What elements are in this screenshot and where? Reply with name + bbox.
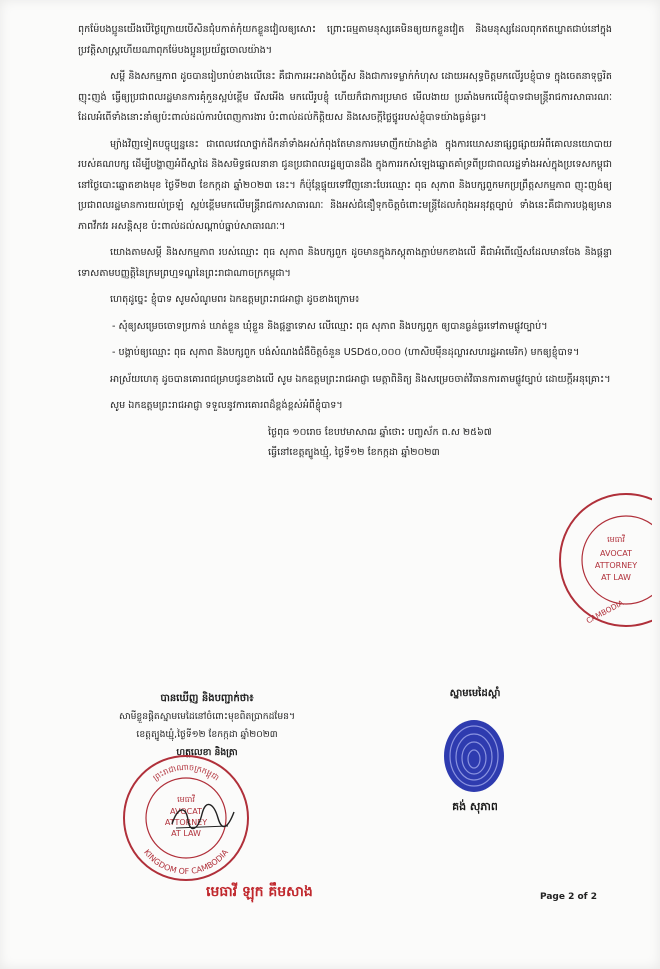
page-number: Page 2 of 2 — [540, 892, 597, 902]
stamp-left-top-text: ព្រះរាជាណាចក្រកម្ពុជា — [151, 762, 221, 783]
thumbprint-name: គង់ សុភាព — [452, 800, 498, 813]
paragraph-1: ពុកម៉ែបងប្អូនយើងបើថ្ងៃក្រោយបើសិនជុំបកាត់កុំយកខ្លួនវៀលឲ្យសោះ ព្រោះធម្មតាមនុស្សគេមិនឲ្យយកខ្លួនវៀត និងមនុស្សដែលពុកឥតឃ្លាតជាប់នៅក្នុងប្រវត្តិសាស្ត្រហើយណាពុកម៉ែបងប្អូនប្រយ័ត្នចោលយ៉ាង។ — [78, 24, 612, 56]
stamp-right-line-4: AT LAW — [601, 573, 631, 582]
signature — [168, 800, 238, 834]
lunar-date: ថ្ងៃពុធ ១០រោច ខែបឋមាសាឍ ឆ្នាំថោះ បញ្ចស័ក ព.ស ២៥៦៧ — [268, 426, 492, 438]
lawyer-stamp-right — [556, 490, 652, 630]
stamp-left-bottom-text: KINGDOM OF CAMBODIA — [142, 847, 230, 877]
thumbprint-icon — [438, 716, 510, 794]
stamp-right-line-3: ATTORNEY — [594, 561, 638, 570]
witness-heading: បានឃើញ និងបញ្ជាក់ថា៖ — [160, 693, 254, 704]
request-item-2: - បង្គាប់ឲ្យឈ្មោះ ពុធ សុភាព និងបក្សពួក បង់សំណងជំងឺចិត្តចំនួន USD៥០,០០០ (ហាសិបម៉ឺនដុល្លារសហរដ្ឋអាមេរិក) មកឲ្យខ្ញុំបាទ។ — [112, 347, 580, 358]
paragraph-5: ហេតុដូច្នេះ ខ្ញុំបាទ សូមសំណូមពរ ឯកឧត្តមព្រះរាជអាជ្ញា ដូចខាងក្រោម៖ — [110, 294, 360, 305]
lawyer-name: មេធាវី ឡុក គឹមសាង — [206, 884, 313, 900]
stamp-left-line-3: ATTORNEY — [164, 818, 208, 827]
stamp-left-line-4: AT LAW — [171, 829, 201, 838]
paragraph-2: សម្ដី និងសកម្មភាព ដូចបានរៀបរាប់ខាងលើនេះ គឺជាការអះអាងបំភ្លើស និងជាការទម្លាក់កំហុស ដោយអសុទ្ធចិត្តមកលើរូបខ្ញុំបាទ ក្នុងចេតនាទុច្ចរិត ញុះញង់ ធ្វើឲ្យប្រជាពលរដ្ឋមានការគុំកួនស្អប់ខ្ពើម រើសអើង មកលើរូបខ្ញុំ ហើយក៏ជាការប្រមាថ មើលងាយ ប្រឆាំងមកលើខ្ញុំបាទជាមន្ត្រីរាជការសាធារណៈ ដែលអំពើទាំងនោះនាំឲ្យប៉ះពាល់ដល់ការបំពេញការងារ ប៉ះពាល់ដល់កិត្តិយស និងសេចក្ដីថ្លៃថ្នូររបស់ខ្ញុំបាទយ៉ាងធ្ងន់ធ្ងរ។ — [78, 71, 612, 123]
witness-line-3: ហត្ថលេខា និងត្រា — [176, 747, 238, 758]
thumbprint-block — [400, 686, 550, 701]
stamp-left-line-2: AVOCAT — [170, 807, 202, 816]
stamp-right-bottom-text: CAMBODIA — [584, 598, 625, 626]
paragraph-4: យោងតាមសម្ដី និងសកម្មភាព របស់ឈ្មោះ ពុធ សុភាព និងបក្សពួក ដូចមានក្នុងភស្តុតាងភ្ជាប់មកខាងលើ គឺជាអំពើល្មើសដែលមានចែង និងផ្តន្ទាទោសតាមបញ្ញត្តិនៃក្រមព្រហ្មទណ្ឌនៃព្រះរាជាណាចក្រកម្ពុជា។ — [78, 247, 612, 279]
witness-line-1: សាមីខ្លួនផ្តិតស្នាមមេដៃនៅចំពោះមុខពិតប្រាកដមែន។ — [118, 711, 296, 722]
stamp-right-line-1: មេធាវី — [607, 535, 625, 544]
paragraph-3: ម្យ៉ាងវិញទៀតបច្ចុប្បន្ននេះ ជាពេលវេលាថ្នាក់ដឹកនាំទាំងអស់កំពុងតែមានការមមាញឹកយ៉ាងខ្លាំង ក្នុងការឃោសនាផ្សព្វផ្សាយអំពីគោលនយោបាយរបស់គណបក្ស ដើម្បីបង្ហាញអំពីស្នាដៃ និងសមិទ្ធផលនានា ជូនប្រជាពលរដ្ឋឲ្យបានដឹង ក្នុងការរកសំឡេងឆ្នោតគាំទ្រពីប្រជាពលរដ្ឋទាំងអស់ក្នុងប្រទេសកម្ពុជា នៅថ្ងៃបោះឆ្នោតខាងមុខ ថ្ងៃទី២៣ ខែកក្កដា ឆ្នាំ២០២៣ នេះ។ ក៏ប៉ុន្តែផ្ទុយទៅវិញនោះបែរឈ្មោះ ពុធ សុភាព និងបក្សពួកមកប្រព្រឹត្តសកម្មភាព ញុះញង់ឲ្យប្រជាពលរដ្ឋមានការយល់ច្រឡំ ស្អប់ខ្ពើមមកលើមន្ត្រីរាជការសាធារណៈ និងអស់ជំនឿទុកចិត្តចំពោះមន្ត្រីដែលកំពុងអនុវត្តច្បាប់ ទាំងនេះគឺជាការបង្កឲ្យមានភាពវឹកវរ អសន្តិសុខ ប៉ះពាល់ដល់សណ្ដាប់ធ្នាប់សាធារណៈ។ — [78, 138, 612, 232]
closing-request: អាស្រ័យហេតុ ដូចបានគោរពជម្រាបជូនខាងលើ សូម ឯកឧត្តមព្រះរាជអាជ្ញា មេត្តាពិនិត្យ និងសម្រេចចាត់វិធានការតាមផ្លូវច្បាប់ ដោយក្ដីអនុគ្រោះ។ — [110, 373, 611, 385]
stamp-left-line-1: មេធាវី — [177, 795, 195, 804]
thumbprint-heading: ស្នាមមេដៃស្ដាំ — [449, 688, 501, 699]
request-item-1: - សុំឲ្យសម្រេចចោទប្រកាន់ ឃាត់ខ្លួន ឃុំខ្លួន និងផ្តន្ទាទោស លើឈ្មោះ ពុធ សុភាព និងបក្សពួក ឲ្យបានធ្ងន់ធ្ងរទៅតាមផ្លូវច្បាប់។ — [112, 320, 548, 332]
document-body — [78, 20, 612, 464]
witness-line-2: ខេត្តត្បូងឃ្មុំ,ថ្ងៃទី១២ ខែកក្កដា ឆ្នាំ២០២៣ — [136, 729, 278, 740]
stamp-right-line-2: AVOCAT — [600, 549, 632, 558]
date-place: ធ្វើនៅខេត្តត្បូងឃ្មុំ, ថ្ងៃទី១២ ខែកក្កដា ឆ្នាំ២០២៣ — [268, 447, 440, 458]
closing-respect: សូម ឯកឧត្តមព្រះរាជអាជ្ញា ទទួលនូវការគោរពដ៏ខ្ពង់ខ្ពស់អំពីខ្ញុំបាទ។ — [110, 400, 343, 411]
